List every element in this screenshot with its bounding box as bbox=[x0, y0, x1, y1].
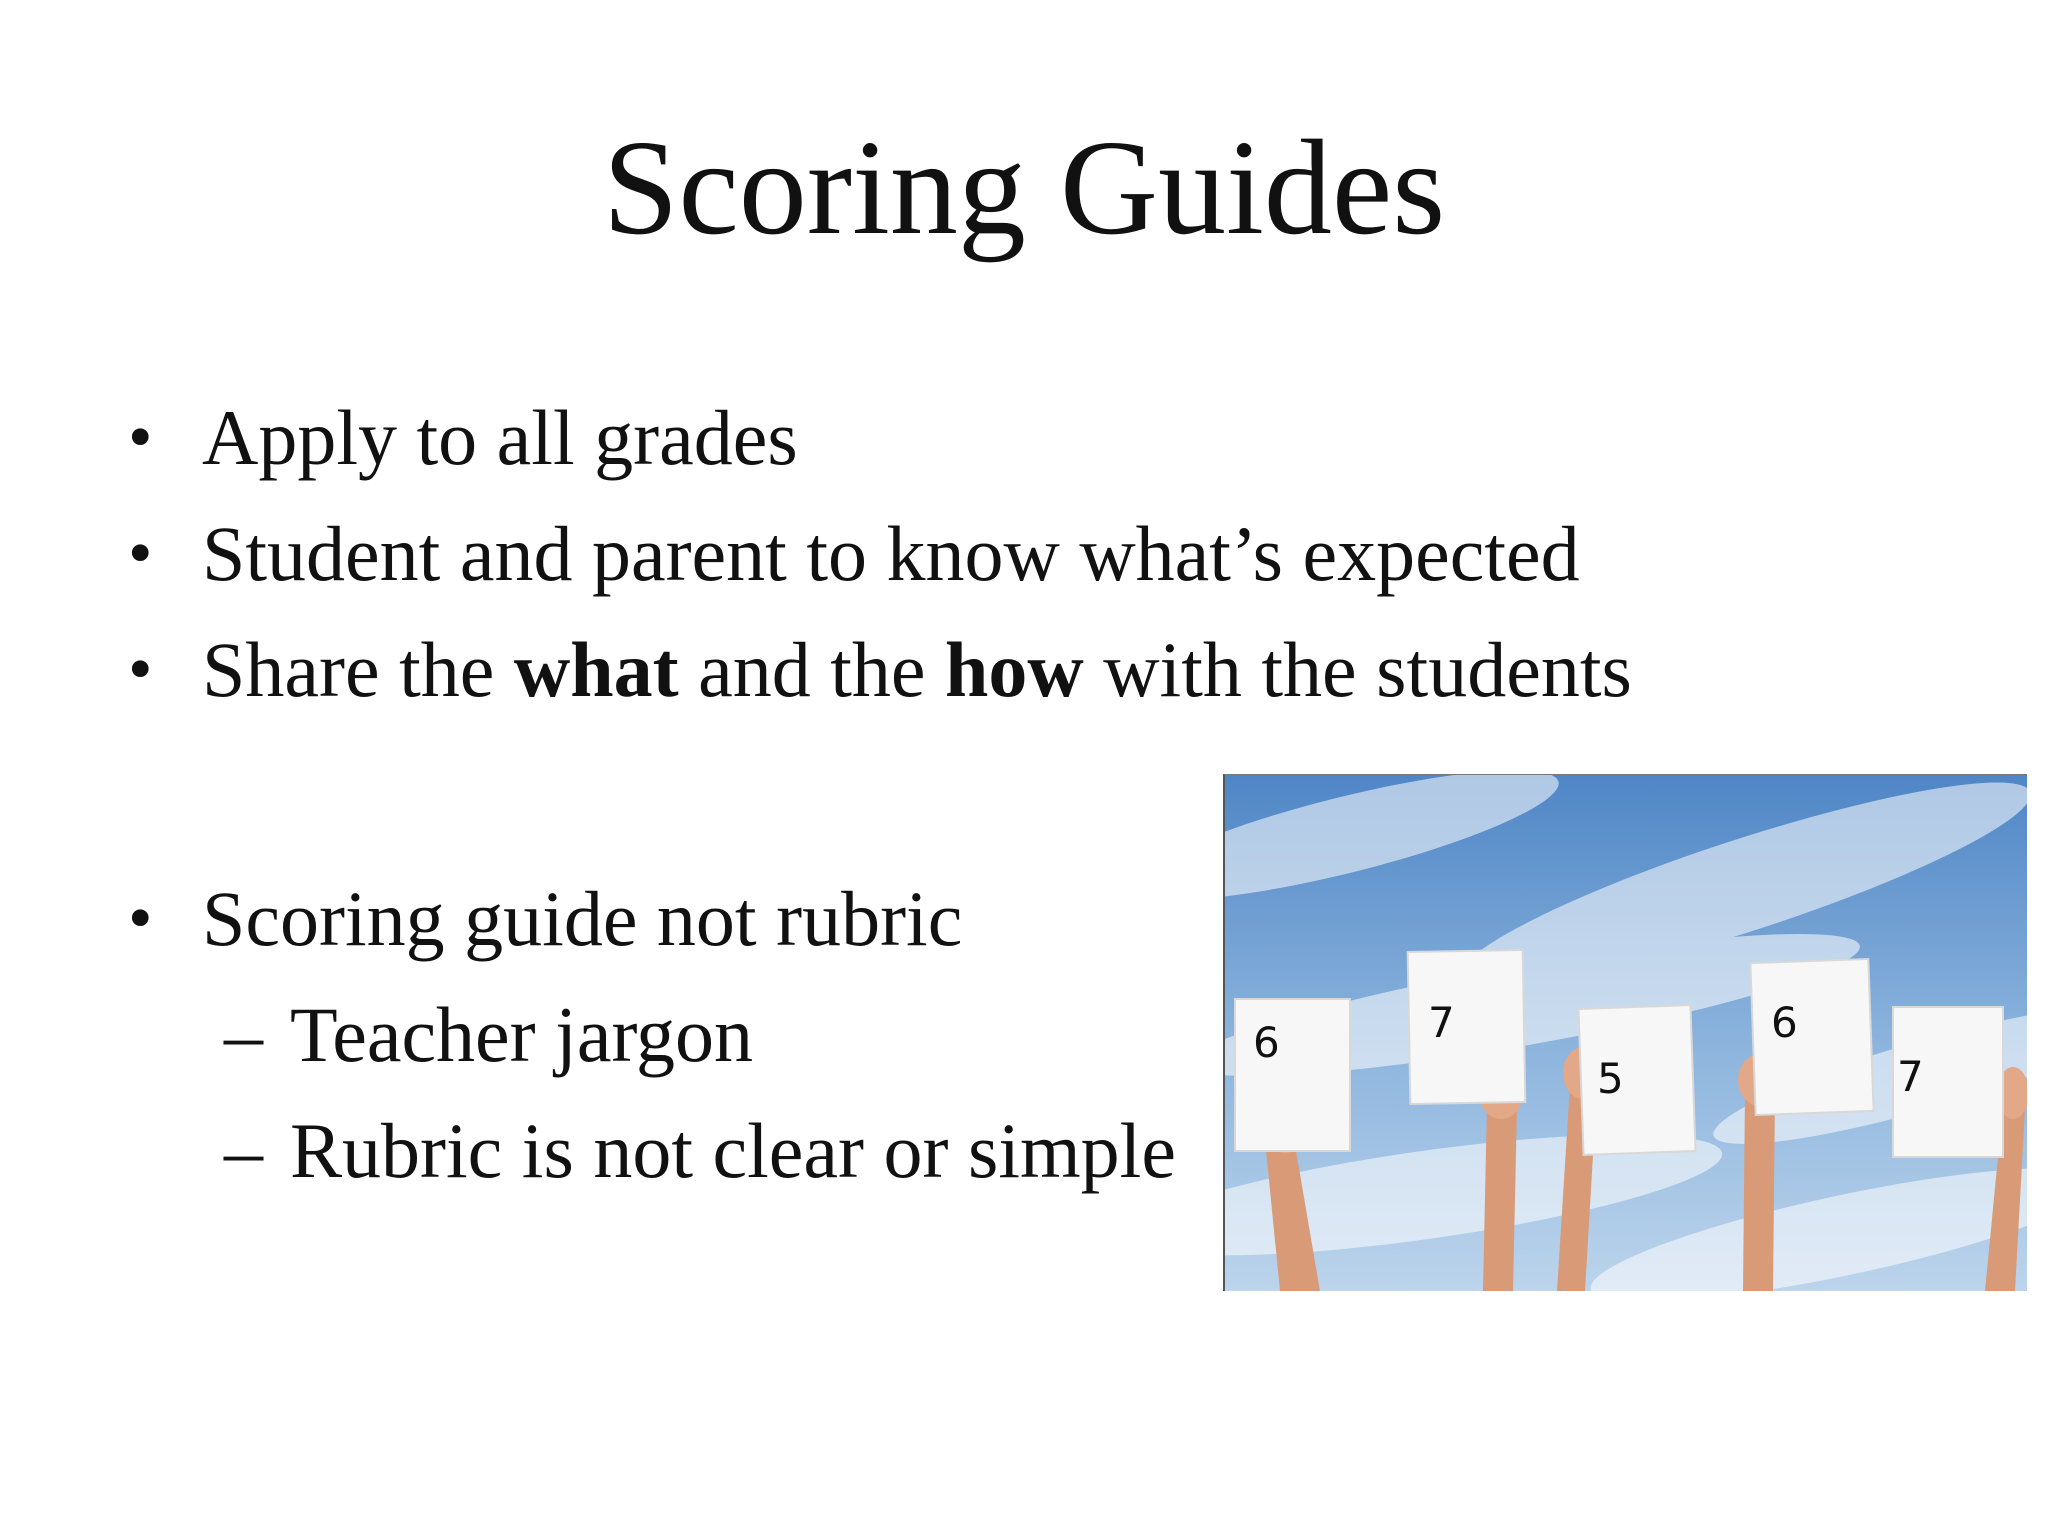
bullet-text: Apply to all grades bbox=[202, 394, 798, 481]
bullet-dot: • bbox=[128, 880, 153, 957]
sub-bullet-text: Teacher jargon bbox=[290, 991, 754, 1078]
score-card bbox=[1408, 950, 1526, 1104]
sub-bullet-dash: – bbox=[224, 1107, 263, 1194]
bullet-bold-what: what bbox=[513, 626, 679, 713]
card-number: 6 bbox=[1771, 998, 1798, 1047]
bullet-dot: • bbox=[128, 631, 153, 708]
score-cards-photo bbox=[1223, 774, 2027, 1291]
sub-bullet-dash: – bbox=[224, 991, 263, 1078]
card-number: 5 bbox=[1597, 1054, 1624, 1103]
bullet-dot: • bbox=[128, 515, 153, 592]
card-number: 7 bbox=[1897, 1052, 1924, 1101]
bullet-share-what-how bbox=[128, 612, 1848, 728]
bullet-student-parent bbox=[128, 496, 1848, 612]
bullet-text-part: Share the bbox=[202, 626, 514, 713]
photo-illustration bbox=[1225, 775, 2027, 1291]
bullet-text-part: and the bbox=[678, 626, 945, 713]
bullet-text-part: with the students bbox=[1083, 626, 1632, 713]
bullet-text: Scoring guide not rubric bbox=[202, 875, 963, 962]
bullet-apply-grades bbox=[128, 380, 1848, 496]
bullet-text: Student and parent to know what’s expected bbox=[202, 510, 1580, 597]
card-number: 7 bbox=[1428, 998, 1455, 1047]
card-number: 6 bbox=[1253, 1018, 1280, 1067]
sub-bullet-text: Rubric is not clear or simple bbox=[290, 1107, 1176, 1194]
bullet-dot: • bbox=[128, 399, 153, 476]
bullet-bold-how: how bbox=[945, 626, 1084, 713]
score-card bbox=[1750, 959, 1873, 1115]
slide-title: Scoring Guides bbox=[602, 113, 1446, 263]
